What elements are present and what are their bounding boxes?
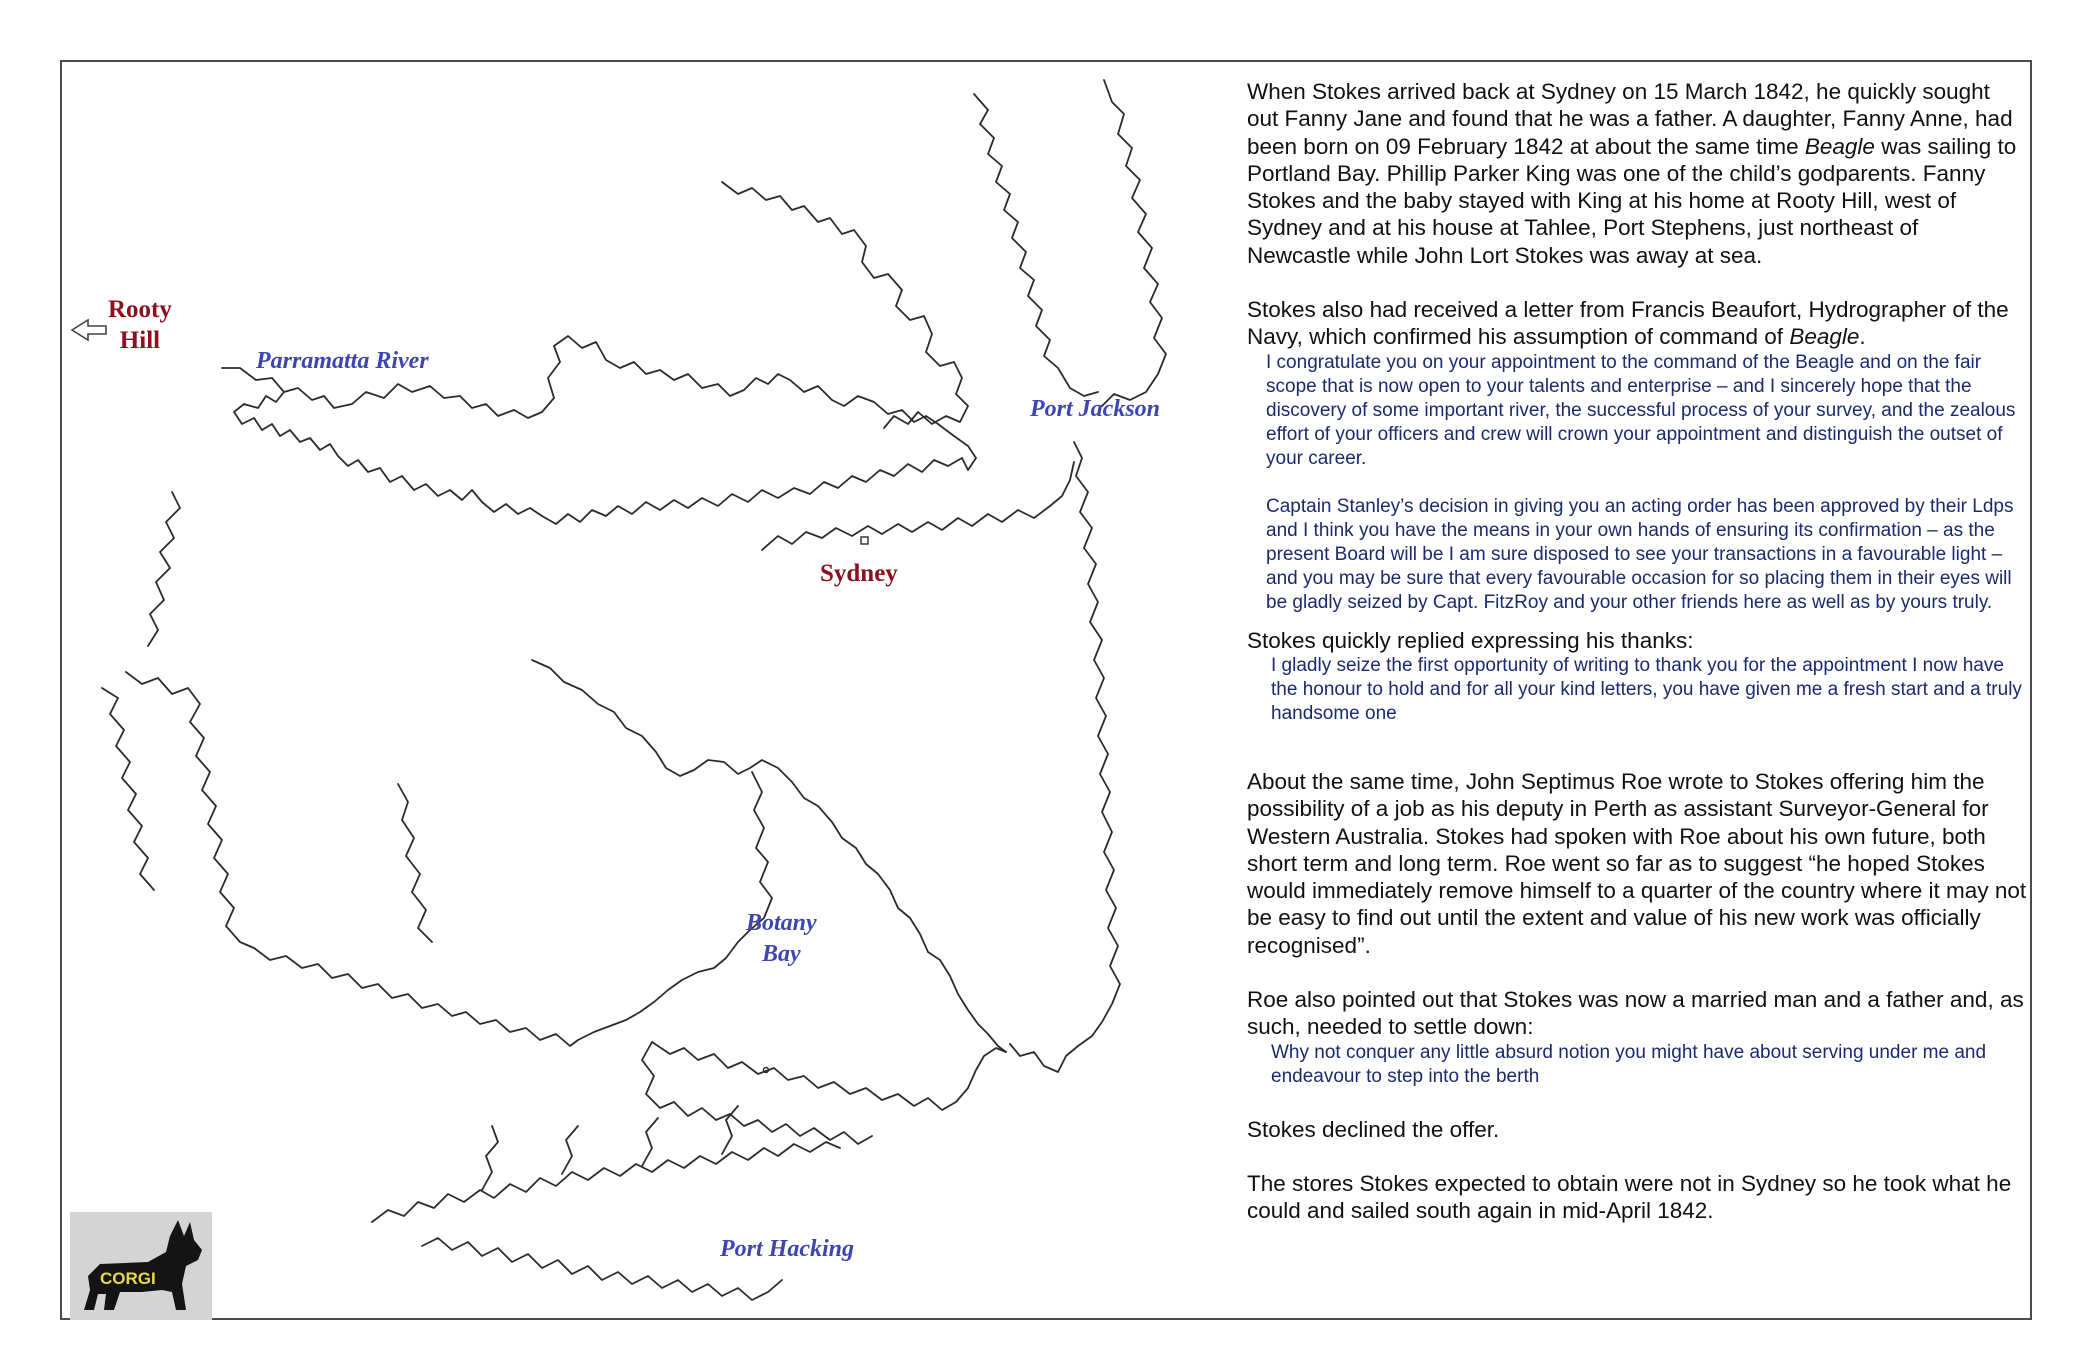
northern-coastline bbox=[1102, 80, 1166, 406]
middle-harbour bbox=[974, 94, 1098, 396]
kurnell-peninsula bbox=[652, 1042, 1006, 1110]
woolooware-bay bbox=[642, 1042, 872, 1144]
port-hacking-north bbox=[372, 1142, 840, 1222]
corgi-dog-icon bbox=[70, 1212, 212, 1320]
salt-pan-creek bbox=[398, 784, 432, 942]
eastern-coastline bbox=[1010, 442, 1120, 1072]
botany-bay-label-line1: Botany bbox=[746, 910, 817, 936]
rooty-hill-label bbox=[108, 294, 172, 356]
sydney-south-shore bbox=[762, 462, 1074, 550]
quote-beaufort-2: Captain Stanley’s decision in giving you an acting order has been approved by their Ldps and I think you have the means in your own hands of ensuring its confirmation – as the present Board will be I am sure disposed to see your transactions in a favourable light – and you may be sure that every favourable occasion for so placing them in their eyes will be gladly seized by Capt. FitzRoy and your other friends here as well as by yours truly. bbox=[1266, 495, 2014, 613]
paragraph-roe-offer: About the same time, John Septimus Roe wrote to Stokes offering him the possibility of a job as his deputy in Perth as assistant Surveyor-General for Western Australia. Stokes had spoken with Roe about his own future, both short term and long term. Roe went so far as to suggest “he hoped Stokes would immediately remove himself to a quarter of the country where it may not be easy to find out until the extent and value of his new work was officially recognised”. bbox=[1247, 768, 2027, 958]
paragraph-beaufort-letter: Stokes also had received a letter from Francis Beaufort, Hydrographer of the Navy, which confirmed his assumption of command of Beagle. bbox=[1247, 297, 2009, 350]
paragraph-declined: Stokes declined the offer. bbox=[1247, 1116, 1500, 1142]
text-panel bbox=[1247, 78, 2027, 1225]
quote-beaufort-1: I congratulate you on your appointment to the command of the Beagle and on the fair scope that is now open to your talents and enterprise – and I sincerely hope that the discovery of some important river, the successful process of your survey, and the zealous effort of your officers and crew will crown your appointment and distinguish the outset of your career. bbox=[1266, 351, 2016, 469]
rooty-hill-label-line2: Hill bbox=[119, 327, 161, 354]
paragraph-roe-married: Roe also pointed out that Stokes was now a married man and a father and, as such, needed to settle down: bbox=[1247, 987, 2024, 1040]
georges-river-north bbox=[102, 688, 154, 890]
georges-river bbox=[126, 672, 578, 1046]
left-arrow-icon bbox=[72, 320, 106, 340]
sydney-coast-map bbox=[62, 62, 1192, 1318]
botany-bay-label-line2: Bay bbox=[762, 941, 801, 967]
quote-roe: Why not conquer any little absurd notion you might have about serving under me and endeavour to step into the berth bbox=[1271, 1041, 1987, 1087]
quote-reply: I gladly seize the first opportunity of writing to thank you for the appointment I now have the honour to hold and for all your kind letters, you have given me a fresh start and a truly handsome one bbox=[1271, 654, 2022, 724]
lane-cove-river bbox=[722, 182, 968, 428]
logo-text: CORGI bbox=[100, 1269, 156, 1288]
paragraph-arrival: When Stokes arrived back at Sydney on 15 March 1842, he quickly sought out Fanny Jane and found that he was a father. A daughter, Fanny Anne, had been born on 09 February 1842 at about the same time Beagle was sailing to Portland Bay. Phillip Parker King was one of the child’s godparents. Fanny Stokes and the baby stayed with King at his home at Rooty Hill, west of Sydney and at his house at Tahlee, Port Stephens, just northeast of Newcastle while John Lort Stokes was away at sea. bbox=[1247, 79, 2017, 268]
botany-bay-label bbox=[746, 908, 817, 970]
corgi-logo bbox=[70, 1212, 212, 1320]
botany-bay-shore bbox=[532, 660, 1006, 1052]
rooty-hill-label-line1: Rooty bbox=[108, 296, 172, 323]
sydney-label: Sydney bbox=[820, 560, 898, 587]
botany-bay-west bbox=[578, 772, 772, 1040]
paragraph-reply: Stokes quickly replied expressing his thanks: bbox=[1247, 627, 1694, 653]
port-jackson-label: Port Jackson bbox=[1030, 396, 1161, 422]
parramatta-river-label: Parramatta River bbox=[256, 348, 429, 374]
port-hacking-label: Port Hacking bbox=[720, 1236, 855, 1262]
paragraph-stores: The stores Stokes expected to obtain were not in Sydney so he took what he could and sailed south again in mid-April 1842. bbox=[1247, 1170, 2012, 1224]
cooks-river bbox=[148, 492, 180, 646]
port-hacking-inlets bbox=[482, 1106, 738, 1190]
